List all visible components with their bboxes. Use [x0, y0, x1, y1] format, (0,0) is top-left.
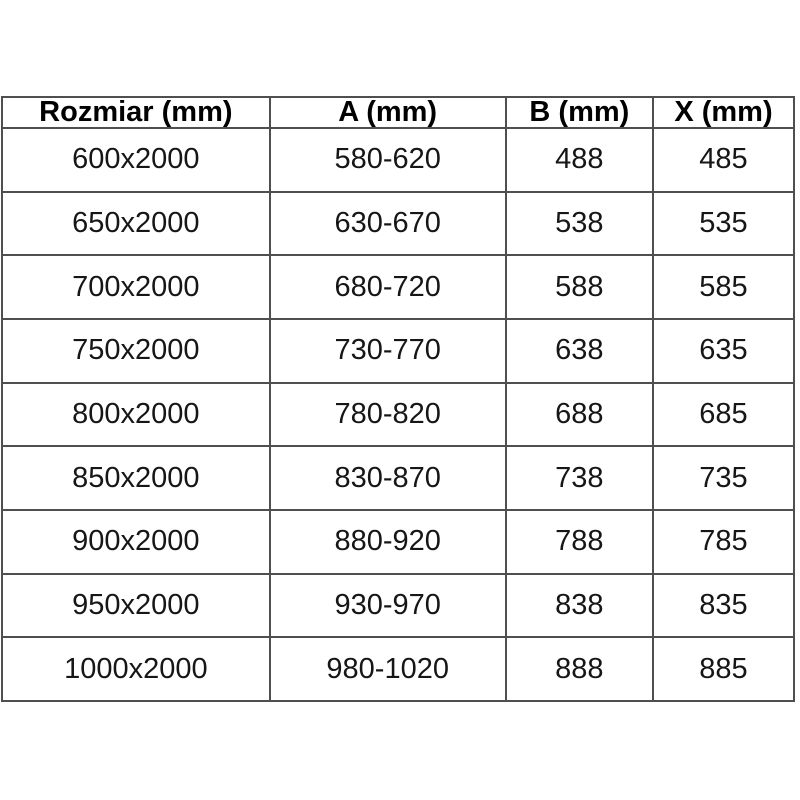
cell-x: 585: [653, 255, 794, 319]
cell-a: 780-820: [270, 383, 506, 447]
table-row: [2, 319, 794, 383]
cell-x: 485: [653, 128, 794, 192]
column-header-rozmiar: Rozmiar (mm): [2, 97, 270, 128]
cell-b: 638: [506, 319, 653, 383]
cell-b: 838: [506, 574, 653, 638]
cell-x: 685: [653, 383, 794, 447]
cell-b: 688: [506, 383, 653, 447]
cell-x: 835: [653, 574, 794, 638]
cell-x: 635: [653, 319, 794, 383]
column-header-b: B (mm): [506, 97, 653, 128]
size-specification-table: [1, 96, 795, 702]
cell-b: 488: [506, 128, 653, 192]
cell-rozmiar: 950x2000: [2, 574, 270, 638]
cell-b: 588: [506, 255, 653, 319]
cell-x: 535: [653, 192, 794, 256]
cell-b: 788: [506, 510, 653, 574]
cell-b: 538: [506, 192, 653, 256]
cell-rozmiar: 600x2000: [2, 128, 270, 192]
table-header-row: [2, 97, 794, 128]
cell-b: 888: [506, 637, 653, 701]
cell-rozmiar: 900x2000: [2, 510, 270, 574]
cell-a: 980-1020: [270, 637, 506, 701]
cell-x: 885: [653, 637, 794, 701]
cell-rozmiar: 750x2000: [2, 319, 270, 383]
table-row: [2, 574, 794, 638]
cell-rozmiar: 850x2000: [2, 446, 270, 510]
cell-x: 785: [653, 510, 794, 574]
cell-a: 580-620: [270, 128, 506, 192]
table-row: [2, 637, 794, 701]
table-row: [2, 510, 794, 574]
cell-rozmiar: 700x2000: [2, 255, 270, 319]
cell-a: 930-970: [270, 574, 506, 638]
cell-a: 830-870: [270, 446, 506, 510]
cell-a: 680-720: [270, 255, 506, 319]
table-row: [2, 446, 794, 510]
cell-rozmiar: 800x2000: [2, 383, 270, 447]
table-row: [2, 255, 794, 319]
cell-a: 630-670: [270, 192, 506, 256]
table-row: [2, 192, 794, 256]
column-header-x: X (mm): [653, 97, 794, 128]
cell-b: 738: [506, 446, 653, 510]
table-row: [2, 383, 794, 447]
column-header-a: A (mm): [270, 97, 506, 128]
cell-x: 735: [653, 446, 794, 510]
cell-a: 730-770: [270, 319, 506, 383]
cell-rozmiar: 1000x2000: [2, 637, 270, 701]
cell-a: 880-920: [270, 510, 506, 574]
cell-rozmiar: 650x2000: [2, 192, 270, 256]
table-row: [2, 128, 794, 192]
